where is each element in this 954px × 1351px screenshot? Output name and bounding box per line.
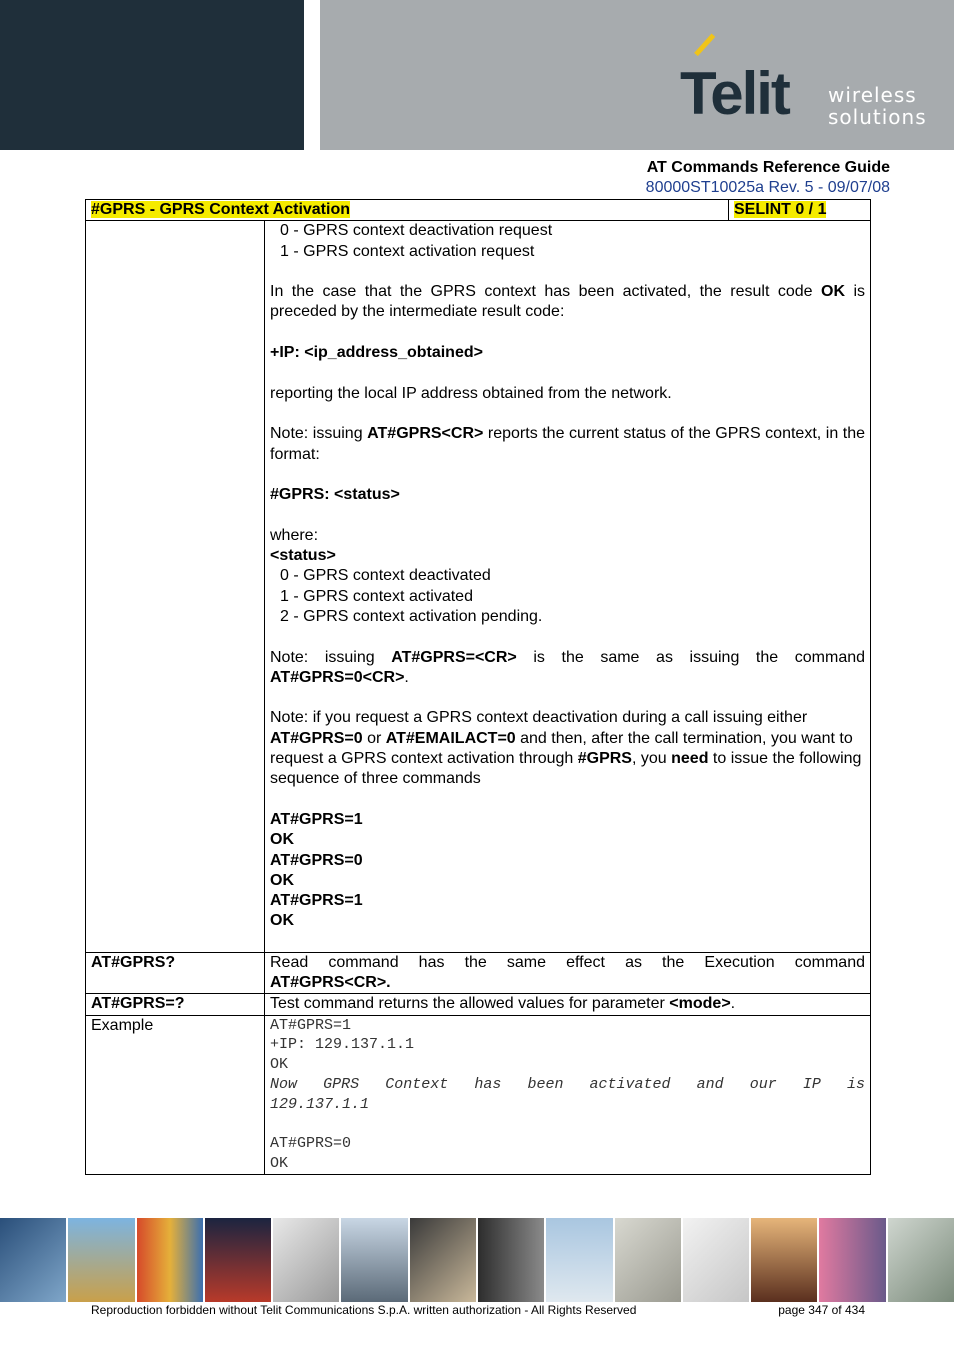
example-line: +IP: 129.137.1.1 (270, 1036, 415, 1054)
option-0: 0 - GPRS context deactivation request (280, 222, 553, 240)
status-param-label: <status> (270, 547, 336, 565)
footer-photo (478, 1218, 544, 1302)
sequence-line: OK (270, 912, 294, 930)
empty-label-cell (86, 221, 265, 952)
read-command-description: Read command has the same effect as the Execution command AT#GPRS<CR>. (265, 952, 871, 994)
selint-badge: SELINT 0 / 1 (734, 201, 827, 218)
logo-tagline-line2: solutions (828, 105, 927, 129)
example-code-cell (265, 1015, 871, 1174)
document-title: AT Commands Reference Guide (646, 159, 890, 176)
note-call-termination: Note: if you request a GPRS context deactivation during a call issuing either AT#GPRS=0 or AT#EMAILACT=0 and then, after the call termination, you want to request a GPRS context activation through #GPRS, you need to issue the following sequence of three commands (270, 709, 862, 788)
footer-photo (205, 1218, 271, 1302)
table-row (86, 221, 871, 952)
example-comment: Now GPRS Context has been activated and our IP is 129.137.1.1 (270, 1075, 865, 1113)
sequence-line: OK (270, 831, 294, 849)
footer-photo (819, 1218, 885, 1302)
option-1: 1 - GPRS context activation request (280, 242, 535, 260)
footer-image-strip (0, 1218, 954, 1302)
description-cell (265, 221, 871, 952)
read-command-label: AT#GPRS? (86, 952, 265, 994)
sequence-line: AT#GPRS=0 (270, 851, 363, 869)
note-equivalent-command: Note: issuing AT#GPRS=<CR> is the same as issuing the command AT#GPRS=0<CR>. (270, 648, 866, 686)
paragraph-result-code: In the case that the GPRS context has been activated, the result code OK is preceded by the intermediate result code: (270, 283, 866, 321)
footer-photo (273, 1218, 339, 1302)
command-heading: #GPRS - GPRS Context Activation (91, 201, 350, 218)
footer-photo (546, 1218, 612, 1302)
footer-photo (615, 1218, 681, 1302)
example-line: OK (270, 1155, 289, 1173)
footer-photo (751, 1218, 817, 1302)
sequence-line: AT#GPRS=1 (270, 892, 363, 910)
header-dark-panel (0, 0, 304, 150)
logo-wordmark: Telit (680, 60, 789, 127)
logo-tagline (828, 84, 927, 128)
footer-photo (137, 1218, 203, 1302)
status-value-2: 2 - GPRS context activation pending. (280, 607, 543, 625)
example-line: AT#GPRS=0 (270, 1135, 352, 1153)
where-label: where: (270, 526, 319, 544)
footer-photo (341, 1218, 407, 1302)
ip-result-code: +IP: <ip_address_obtained> (270, 344, 483, 362)
status-value-0: 0 - GPRS context deactivated (280, 567, 491, 585)
command-sequence (270, 810, 865, 932)
table-row-test-command (86, 994, 871, 1015)
test-command-label: AT#GPRS=? (86, 994, 265, 1015)
footer-copyright: Reproduction forbidden without Telit Communications S.p.A. written authorization - All Rights Reserved (91, 1303, 637, 1317)
example-line: AT#GPRS=1 (270, 1016, 352, 1034)
document-revision: 80000ST10025a Rev. 5 - 09/07/08 (645, 179, 890, 196)
status-response-format: #GPRS: <status> (270, 486, 400, 504)
table-header-row (86, 200, 871, 221)
table-row-read-command (86, 952, 871, 994)
footer-photo (0, 1218, 66, 1302)
status-value-1: 1 - GPRS context activated (280, 587, 473, 605)
selint-cell (729, 200, 871, 221)
telit-logo (676, 48, 946, 132)
logo-tagline-line1: wireless (828, 83, 917, 107)
footer-photo (683, 1218, 749, 1302)
command-table (85, 199, 871, 1175)
command-heading-cell (86, 200, 729, 221)
sequence-line: AT#GPRS=1 (270, 810, 363, 828)
example-line: OK (270, 1056, 289, 1074)
note-status-format: Note: issuing AT#GPRS<CR> reports the current status of the GPRS context, in the format: (270, 425, 866, 463)
table-row-example (86, 1015, 871, 1174)
example-label: Example (86, 1015, 265, 1174)
paragraph-ip-report: reporting the local IP address obtained from the network. (270, 384, 672, 402)
footer-photo (888, 1218, 954, 1302)
sequence-line: OK (270, 871, 294, 889)
footer-photo (410, 1218, 476, 1302)
test-command-description: Test command returns the allowed values for parameter <mode>. (265, 994, 871, 1015)
footer-page-number: page 347 of 434 (778, 1303, 865, 1317)
footer-photo (68, 1218, 134, 1302)
